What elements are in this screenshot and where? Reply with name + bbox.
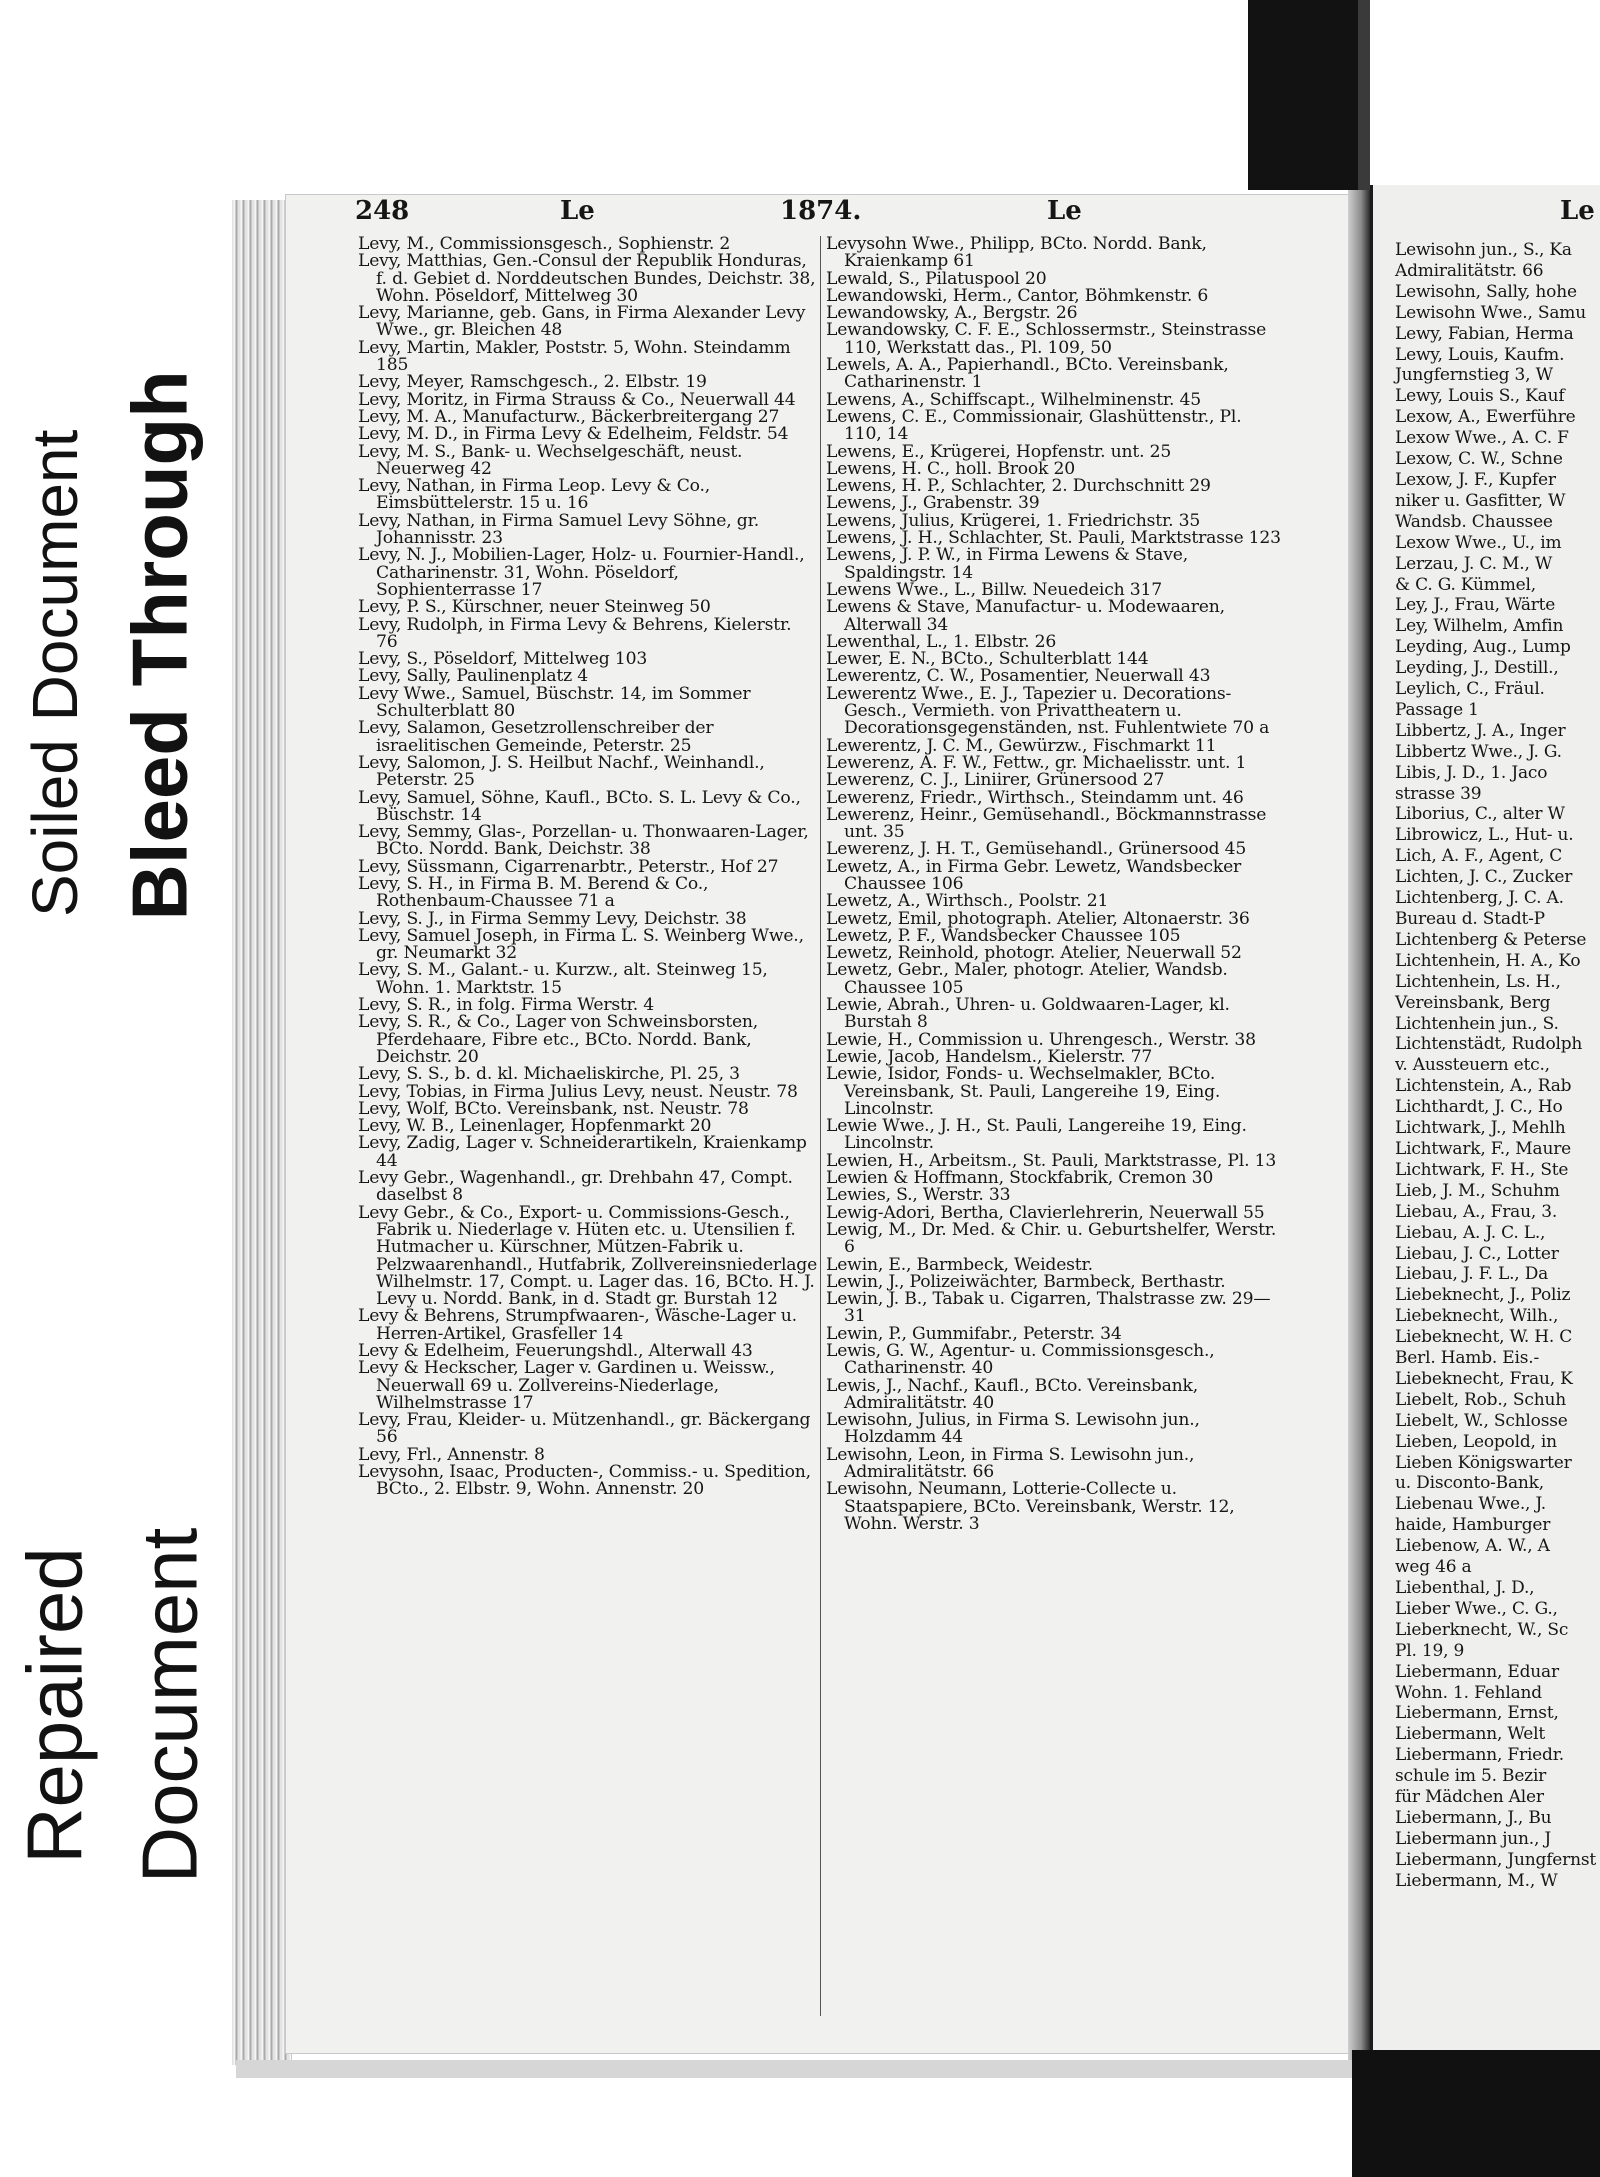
directory-entry: Lewin, J. B., Tabak u. Cigarren, Thalstrasse zw. 29—31 xyxy=(826,1289,1271,1327)
directory-entry: Lewetz, Gebr., Maler, photogr. Atelier, Wandsb. Chaussee 105 xyxy=(826,960,1228,998)
directory-entry: Levy, Samuel Joseph, in Firma L. S. Weinberg Wwe., gr. Neumarkt 32 xyxy=(358,925,804,964)
directory-entry: Lewig, M., Dr. Med. & Chir. u. Geburtshelfer, Werstr. 6 xyxy=(826,1219,1277,1258)
directory-entry: Levy, S. M., Galant.- u. Kurzw., alt. Steinweg 15, Wohn. 1. Marktstr. 15 xyxy=(358,960,768,998)
directory-entry: Lichtwark, J., Mehlh xyxy=(1395,1118,1566,1139)
directory-entry: haide, Hamburger xyxy=(1395,1515,1551,1536)
directory-entry: Lewels, A. A., Papierhandl., BCto. Vereinsbank, Catharinenstr. 1 xyxy=(826,355,1229,393)
directory-entry: u. Disconto-Bank, xyxy=(1395,1473,1544,1494)
directory-entry: Wandsb. Chaussee xyxy=(1395,511,1553,532)
directory-entry: Levy Wwe., Samuel, Büschstr. 14, im Sommer Schulterblatt 80 xyxy=(358,683,751,722)
directory-entry: Lewie, Jacob, Handelsm., Kielerstr. 77 xyxy=(826,1046,1153,1067)
directory-entry: Lich, A. F., Agent, C xyxy=(1395,846,1563,867)
directory-entry: Levy, Salomon, J. S. Heilbut Nachf., Weinhandl., Peterstr. 25 xyxy=(358,752,765,791)
directory-entry: Levy, Martin, Makler, Poststr. 5, Wohn. Steindamm 185 xyxy=(358,337,791,376)
directory-entry: Lewetz, A., Wirthsch., Poolstr. 21 xyxy=(826,891,1109,912)
directory-entry: Lieberknecht, W., Sc xyxy=(1395,1619,1569,1640)
directory-entry: Lieber Wwe., C. G., xyxy=(1395,1598,1558,1619)
directory-entry: Lewisohn, Leon, in Firma S. Lewisohn jun., Admiralitätstr. 66 xyxy=(826,1444,1195,1483)
directory-entry: Levy, S. R., & Co., Lager von Schweinsborsten, Pferdehaare, Fibre etc., BCto. Nordd. Bank, Deichstr. 20 xyxy=(358,1012,759,1067)
directory-entry: Lewisohn, Julius, in Firma S. Lewisohn jun., Holzdamm 44 xyxy=(826,1410,1200,1448)
directory-entry: Lewie, H., Commission u. Uhrengesch., Werstr. 38 xyxy=(826,1029,1256,1050)
directory-entry: v. Aussteuern etc., xyxy=(1395,1055,1550,1076)
directory-entry: Lexow Wwe., U., im xyxy=(1395,532,1562,553)
directory-entry: Passage 1 xyxy=(1395,699,1479,720)
directory-entry: Liebermann, J., Bu xyxy=(1395,1807,1552,1828)
directory-entry: Liebermann, Jungfernst xyxy=(1395,1849,1596,1870)
directory-entry: Levy & Edelheim, Feuerungshdl., Alterwall 43 xyxy=(358,1341,753,1361)
directory-entry: Lewy, Louis S., Kauf xyxy=(1395,386,1565,407)
directory-entry: Levy, Salamon, Gesetzrollenschreiber der israelitischen Gemeinde, Peterstr. 25 xyxy=(358,718,714,756)
directory-entry: Levy, Süssmann, Cigarrenarbtr., Peterstr., Hof 27 xyxy=(358,856,779,877)
directory-entry: Lewandowsky, A., Bergstr. 26 xyxy=(826,303,1078,324)
directory-entry: Lichtenberg & Peterse xyxy=(1395,929,1587,950)
directory-entry: Levy, Nathan, in Firma Leop. Levy & Co., Eimsbüttelerstr. 15 u. 16 xyxy=(358,476,711,514)
directory-entry: Lieben Königswarter xyxy=(1395,1452,1572,1473)
directory-entry: Levy, S., Pöseldorf, Mittelweg 103 xyxy=(358,649,648,670)
directory-entry: Lewetz, Reinhold, photogr. Atelier, Neuerwall 52 xyxy=(826,943,1242,964)
directory-entry: Lewerenz, Heinr., Gemüsehandl., Böckmannstrasse unt. 35 xyxy=(826,804,1267,843)
directory-column-right xyxy=(826,236,1282,1533)
directory-entry: Liebeknecht, W. H. C xyxy=(1395,1327,1573,1348)
directory-entry: Levy, Semmy, Glas-, Porzellan- u. Thonwaaren-Lager, BCto. Nordd. Bank, Deichstr. 38 xyxy=(358,822,809,860)
directory-entry: Lewens, H. P., Schlachter, 2. Durchschnitt 29 xyxy=(826,476,1211,497)
column-rule xyxy=(820,236,821,2016)
facing-page-column xyxy=(1395,240,1600,1892)
directory-entry: Ley, Wilhelm, Amfin xyxy=(1395,616,1564,637)
directory-entry: Lewerenz, J. H. T., Gemüsehandl., Grünersood 45 xyxy=(826,839,1247,860)
scan-edge xyxy=(1358,0,1370,190)
directory-entry: Lichtenhein, H. A., Ko xyxy=(1395,950,1581,971)
scan-dark-corner xyxy=(1248,0,1358,190)
directory-entry: Lexow, J. F., Kupfer xyxy=(1395,469,1556,490)
directory-entry: Liebenau Wwe., J. xyxy=(1395,1494,1546,1515)
directory-entry: Lewandowski, Herm., Cantor, Böhmkenstr. 6 xyxy=(826,285,1209,306)
directory-entry: Levy, S. J., in Firma Semmy Levy, Deichstr. 38 xyxy=(358,908,747,929)
directory-entry: Levy, Zadig, Lager v. Schneiderartikeln, Kraienkamp 44 xyxy=(358,1133,807,1171)
directory-entry: Lewy, Louis, Kaufm. xyxy=(1395,344,1565,365)
directory-entry: Levy Gebr., & Co., Export- u. Commissions-Gesch., Fabrik u. Niederlage v. Hüten etc. u. Utensilien f. Hutmacher u. Kürschner, Mützen-Fabrik u. Pelzwaarenhandl., Hutfabrik, Zollvereinsniederlage Wilhelmstr. 17, Compt. u. Lager das. 16, BCto. H. J. Levy u. Nordd. Bank, in d. Stadt gr. Burstah 12 xyxy=(358,1202,818,1310)
directory-entry: Levy, M. S., Bank- u. Wechselgeschäft, neust. Neuerweg 42 xyxy=(358,441,743,479)
directory-entry: Lewens, A., Schiffscapt., Wilhelminenstr. 45 xyxy=(826,389,1202,410)
directory-entry: Lewens, J., Grabenstr. 39 xyxy=(826,493,1040,514)
directory-entry: Levy, Nathan, in Firma Samuel Levy Söhne, gr. Johannisstr. 23 xyxy=(358,510,759,549)
directory-entry: Lewenthal, L., 1. Elbstr. 26 xyxy=(826,631,1057,652)
scan-dark-bottom xyxy=(1352,2050,1600,2177)
directory-entry: Levy, Matthias, Gen.-Consul der Republik Honduras, f. d. Gebiet d. Norddeutschen Bundes, Deichstr. 38, Wohn. Pöseldorf, Mittelweg 30 xyxy=(358,251,816,306)
directory-entry: weg 46 a xyxy=(1395,1557,1472,1578)
directory-entry: Levy, M., Commissionsgesch., Sophienstr. 2 xyxy=(358,234,731,254)
directory-entry: Lewies, S., Werstr. 33 xyxy=(826,1185,1011,1206)
directory-entry: Liebenthal, J. D., xyxy=(1395,1578,1535,1598)
directory-entry: Lewens, H. C., holl. Brook 20 xyxy=(826,458,1075,479)
directory-entry: Lichtwark, F., Maure xyxy=(1395,1138,1571,1159)
repaired-label-panel xyxy=(0,1300,232,2177)
soiled-document-label: Soiled Document xyxy=(19,429,91,917)
directory-entry: Lewens, E., Krügerei, Hopfenstr. unt. 25 xyxy=(826,441,1172,462)
directory-entry: Lieb, J. M., Schuhm xyxy=(1395,1180,1560,1201)
directory-entry: Lewin, E., Barmbeck, Weidestr. xyxy=(826,1254,1093,1275)
directory-entry: Levy, N. J., Mobilien-Lager, Holz- u. Fournier-Handl., Catharinenstr. 31, Wohn. Pöseldorf, Sophienterrasse 17 xyxy=(358,545,805,600)
directory-entry: Lexow Wwe., A. C. F xyxy=(1395,428,1569,449)
directory-entry: Lewisohn, Neumann, Lotterie-Collecte u. Staatspapiere, BCto. Vereinsbank, Werstr. 12, Wohn. Werstr. 3 xyxy=(826,1479,1235,1534)
directory-entry: Jungfernstieg 3, W xyxy=(1395,365,1553,386)
directory-entry: Liebelt, W., Schlosse xyxy=(1395,1410,1568,1431)
directory-entry: Lewis, J., Nachf., Kaufl., BCto. Vereinsbank, Admiralitätstr. 40 xyxy=(826,1375,1198,1413)
directory-entry: Levy, Wolf, BCto. Vereinsbank, nst. Neustr. 78 xyxy=(358,1098,749,1119)
directory-entry: Liebermann, Friedr. xyxy=(1395,1745,1564,1766)
directory-entry: Lewens, J. P. W., in Firma Lewens & Stave, Spaldingstr. 14 xyxy=(826,545,1188,583)
directory-entry: Admiralitätstr. 66 xyxy=(1395,260,1544,281)
bleed-through-label: Bleed Through xyxy=(115,370,204,921)
directory-entry: Lichtenstädt, Rudolph xyxy=(1395,1034,1583,1055)
page-stack-edge xyxy=(232,200,292,2065)
directory-entry: Leylich, C., Fräul. xyxy=(1395,679,1545,700)
left-guide-word: Le xyxy=(560,196,595,226)
directory-entry: Liebermann, M., W xyxy=(1395,1870,1558,1891)
directory-entry: Lichtenhein jun., S. xyxy=(1395,1013,1559,1034)
book-gutter xyxy=(1348,190,1370,2065)
soiled-label-panel xyxy=(0,0,232,1300)
directory-entry: Lichtenhein, Ls. H., xyxy=(1395,971,1561,992)
directory-entry: Levysohn Wwe., Philipp, BCto. Nordd. Bank, Kraienkamp 61 xyxy=(826,234,1207,272)
directory-entry: Lewerentz, C. W., Posamentier, Neuerwall 43 xyxy=(826,666,1211,687)
directory-entry: Lexow, C. W., Schne xyxy=(1395,449,1563,470)
directory-entry: Berl. Hamb. Eis.- xyxy=(1395,1348,1540,1369)
directory-entry: Lewens & Stave, Manufactur- u. Modewaaren, Alterwall 34 xyxy=(826,597,1225,635)
directory-entry: Librowicz, L., Hut- u. xyxy=(1395,825,1574,846)
directory-entry: Levy, Samuel, Söhne, Kaufl., BCto. S. L. Levy & Co., Büschstr. 14 xyxy=(358,787,801,825)
directory-entry: Bureau d. Stadt-P xyxy=(1395,909,1545,929)
directory-entry: Lichtenberg, J. C. A. xyxy=(1395,888,1564,909)
directory-entry: Levy, P. S., Kürschner, neuer Steinweg 50 xyxy=(358,597,711,618)
directory-entry: Lewens, Julius, Krügerei, 1. Friedrichstr. 35 xyxy=(826,510,1201,531)
directory-entry: Lewerenz, A. F. W., Fettw., gr. Michaelisstr. unt. 1 xyxy=(826,752,1247,773)
directory-entry: Lewien, H., Arbeitsm., St. Pauli, Marktstrasse, Pl. 13 xyxy=(826,1150,1277,1171)
directory-entry: Lewy, Fabian, Herma xyxy=(1395,323,1574,344)
directory-entry: Lewerentz Wwe., E. J., Tapezier u. Decorations-Gesch., Vermieth. von Privattheatern u. Decorationsgegenständen, nst. Fuhlentwiete 70 a xyxy=(826,683,1270,739)
directory-entry: Leyding, Aug., Lump xyxy=(1395,637,1571,658)
directory-entry: Liborius, C., alter W xyxy=(1395,804,1565,825)
directory-entry: Liebermann, Welt xyxy=(1395,1724,1546,1745)
directory-entry: Libbertz Wwe., J. G. xyxy=(1395,741,1562,762)
directory-entry: Lewerentz, J. C. M., Gewürzw., Fischmarkt 11 xyxy=(826,735,1217,756)
directory-entry: Lewig-Adori, Bertha, Clavierlehrerin, Neuerwall 55 xyxy=(826,1202,1265,1223)
directory-entry: Lichthardt, J. C., Ho xyxy=(1395,1097,1563,1118)
directory-entry: Lewerenz, C. J., Liniirer, Grünersood 27 xyxy=(826,770,1165,791)
directory-entry: Levy, S. H., in Firma B. M. Berend & Co., Rothenbaum-Chaussee 71 a xyxy=(358,873,709,912)
directory-entry: Levy, Moritz, in Firma Strauss & Co., Neuerwall 44 xyxy=(358,389,796,410)
directory-entry: Levy, Meyer, Ramschgesch., 2. Elbstr. 19 xyxy=(358,372,707,393)
directory-entry: Pl. 19, 9 xyxy=(1395,1640,1465,1661)
directory-entry: Lewetz, A., in Firma Gebr. Lewetz, Wandsbecker Chaussee 106 xyxy=(826,856,1242,894)
directory-entry: Levy, M. D., in Firma Levy & Edelheim, Feldstr. 54 xyxy=(358,424,789,445)
directory-entry: Lewie Wwe., J. H., St. Pauli, Langereihe 19, Eing. Lincolnstr. xyxy=(826,1116,1247,1154)
directory-entry: Levy, Frl., Annenstr. 8 xyxy=(358,1444,545,1465)
directory-entry: Lewin, J., Polizeiwächter, Barmbeck, Berthastr. xyxy=(826,1271,1226,1292)
directory-entry: Lexow, A., Ewerführe xyxy=(1395,407,1576,428)
directory-entry: Lewerenz, Friedr., Wirthsch., Steindamm unt. 46 xyxy=(826,787,1244,808)
directory-column-left xyxy=(358,236,818,1499)
directory-entry: Lewens Wwe., L., Billw. Neuedeich 317 xyxy=(826,579,1162,600)
page-header xyxy=(355,196,1345,230)
directory-entry: Liebau, A. J. C. L., xyxy=(1395,1222,1546,1243)
directory-entry: Lerzau, J. C. M., W xyxy=(1395,553,1553,574)
directory-entry: Lichtwark, F. H., Ste xyxy=(1395,1159,1569,1180)
directory-entry: Levy Gebr., Wagenhandl., gr. Drehbahn 47, Compt. daselbst 8 xyxy=(358,1168,793,1206)
directory-entry: Lewens, C. E., Commissionair, Glashüttenstr., Pl. 110, 14 xyxy=(826,406,1242,445)
directory-entry: Levy, Marianne, geb. Gans, in Firma Alexander Levy Wwe., gr. Bleichen 48 xyxy=(358,303,806,341)
directory-entry: Liebau, A., Frau, 3. xyxy=(1395,1201,1558,1222)
directory-entry: für Mädchen Aler xyxy=(1395,1787,1544,1808)
facing-page xyxy=(1370,185,1600,2070)
directory-entry: Liebenow, A. W., A xyxy=(1395,1536,1550,1557)
directory-entry: Libbertz, J. A., Inger xyxy=(1395,720,1566,741)
directory-entry: Lewie, Isidor, Fonds- u. Wechselmakler, BCto. Vereinsbank, St. Pauli, Langereihe 19, Eing. Lincolnstr. xyxy=(826,1064,1221,1119)
directory-entry: Levy, Sally, Paulinenplatz 4 xyxy=(358,666,588,687)
directory-entry: Liebeknecht, Frau, K xyxy=(1395,1368,1573,1389)
directory-entry: Libis, J. D., 1. Jaco xyxy=(1395,762,1548,783)
directory-entry: Lewie, Abrah., Uhren- u. Goldwaaren-Lager, kl. Burstah 8 xyxy=(826,995,1230,1033)
directory-entry: Lewetz, Emil, photograph. Atelier, Altonaerstr. 36 xyxy=(826,908,1250,929)
directory-entry: Lewandowsky, C. F. E., Schlossermstr., Steinstrasse 110, Werkstatt das., Pl. 109, 50 xyxy=(826,320,1267,358)
right-guide-word: Le xyxy=(1047,196,1082,226)
directory-entry: Liebau, J. C., Lotter xyxy=(1395,1243,1559,1264)
directory-entry: Levy, Tobias, in Firma Julius Levy, neust. Neustr. 78 xyxy=(358,1081,798,1102)
document-label: Document xyxy=(125,1527,214,1884)
directory-entry: Levy & Heckscher, Lager v. Gardinen u. Weissw., Neuerwall 69 u. Zollvereins-Niederlage, Wilhelmstrasse 17 xyxy=(358,1358,775,1413)
directory-entry: Wohn. 1. Fehland xyxy=(1395,1682,1542,1703)
directory-entry: Levy, M. A., Manufacturw., Bäckerbreitergang 27 xyxy=(358,406,780,427)
directory-entry: Ley, J., Frau, Wärte xyxy=(1395,595,1556,616)
directory-entry: Lewer, E. N., BCto., Schulterblatt 144 xyxy=(826,649,1149,670)
directory-entry: Lichten, J. C., Zucker xyxy=(1395,867,1573,888)
repaired-label: Repaired xyxy=(10,1547,99,1864)
directory-entry: Liebeknecht, Wilh., xyxy=(1395,1306,1559,1327)
directory-entry: Liebeknecht, J., Poliz xyxy=(1395,1285,1571,1306)
directory-entry: Levy, S. S., b. d. kl. Michaeliskirche, Pl. 25, 3 xyxy=(358,1064,740,1085)
directory-entry: Levy, S. R., in folg. Firma Werstr. 4 xyxy=(358,995,655,1016)
directory-entry: Liebelt, Rob., Schuh xyxy=(1395,1389,1566,1410)
directory-entry: Lewisohn, Sally, hohe xyxy=(1395,281,1577,302)
page-number: 248 xyxy=(355,196,410,226)
directory-entry: Liebermann, Eduar xyxy=(1395,1661,1559,1682)
directory-entry: Levysohn, Isaac, Producten-, Commiss.- u. Spedition, BCto., 2. Elbstr. 9, Wohn. Annenstr. 20 xyxy=(358,1462,811,1500)
directory-entry: schule im 5. Bezir xyxy=(1395,1766,1547,1787)
directory-entry: Liebau, J. F. L., Da xyxy=(1395,1264,1549,1285)
directory-entry: Liebermann, Ernst, xyxy=(1395,1703,1559,1724)
directory-entry: Vereinsbank, Berg xyxy=(1395,992,1551,1013)
directory-entry: Lewetz, P. F., Wandsbecker Chaussee 105 xyxy=(826,925,1181,946)
directory-entry: & C. G. Kümmel, xyxy=(1395,574,1536,595)
directory-entry: Leyding, J., Destill., xyxy=(1395,658,1559,679)
directory-entry: Lewis, G. W., Agentur- u. Commissionsgesch., Catharinenstr. 40 xyxy=(826,1341,1215,1379)
directory-entry: Levy, Frau, Kleider- u. Mützenhandl., gr. Bäckergang 56 xyxy=(358,1410,811,1448)
directory-entry: Lewens, J. H., Schlachter, St. Pauli, Marktstrasse 123 xyxy=(826,528,1281,549)
directory-entry: Levy, W. B., Leinenlager, Hopfenmarkt 20 xyxy=(358,1116,712,1137)
directory-entry: Lewien & Hoffmann, Stockfabrik, Cremon 30 xyxy=(826,1168,1214,1189)
directory-entry: Levy, Rudolph, in Firma Levy & Behrens, Kielerstr. 76 xyxy=(358,614,792,652)
directory-entry: Lewald, S., Pilatuspool 20 xyxy=(826,268,1047,289)
directory-entry: Lichtenstein, A., Rab xyxy=(1395,1076,1572,1097)
directory-entry: Levy & Behrens, Strumpfwaaren-, Wäsche-Lager u. Herren-Artikel, Grasfeller 14 xyxy=(358,1306,797,1344)
directory-entry: strasse 39 xyxy=(1395,783,1482,804)
directory-entry: Lewin, P., Gummifabr., Peterstr. 34 xyxy=(826,1323,1122,1344)
directory-entry: niker u. Gasfitter, W xyxy=(1395,490,1566,511)
directory-entry: Lewisohn jun., S., Ka xyxy=(1395,240,1572,260)
directory-entry: Lieben, Leopold, in xyxy=(1395,1431,1557,1452)
year: 1874. xyxy=(780,196,862,226)
directory-entry: Lewisohn Wwe., Samu xyxy=(1395,302,1586,323)
directory-entry: Liebermann jun., J xyxy=(1395,1828,1552,1849)
page-bottom-edge xyxy=(236,2060,1352,2078)
facing-page-guide-word: Le xyxy=(1560,196,1595,226)
